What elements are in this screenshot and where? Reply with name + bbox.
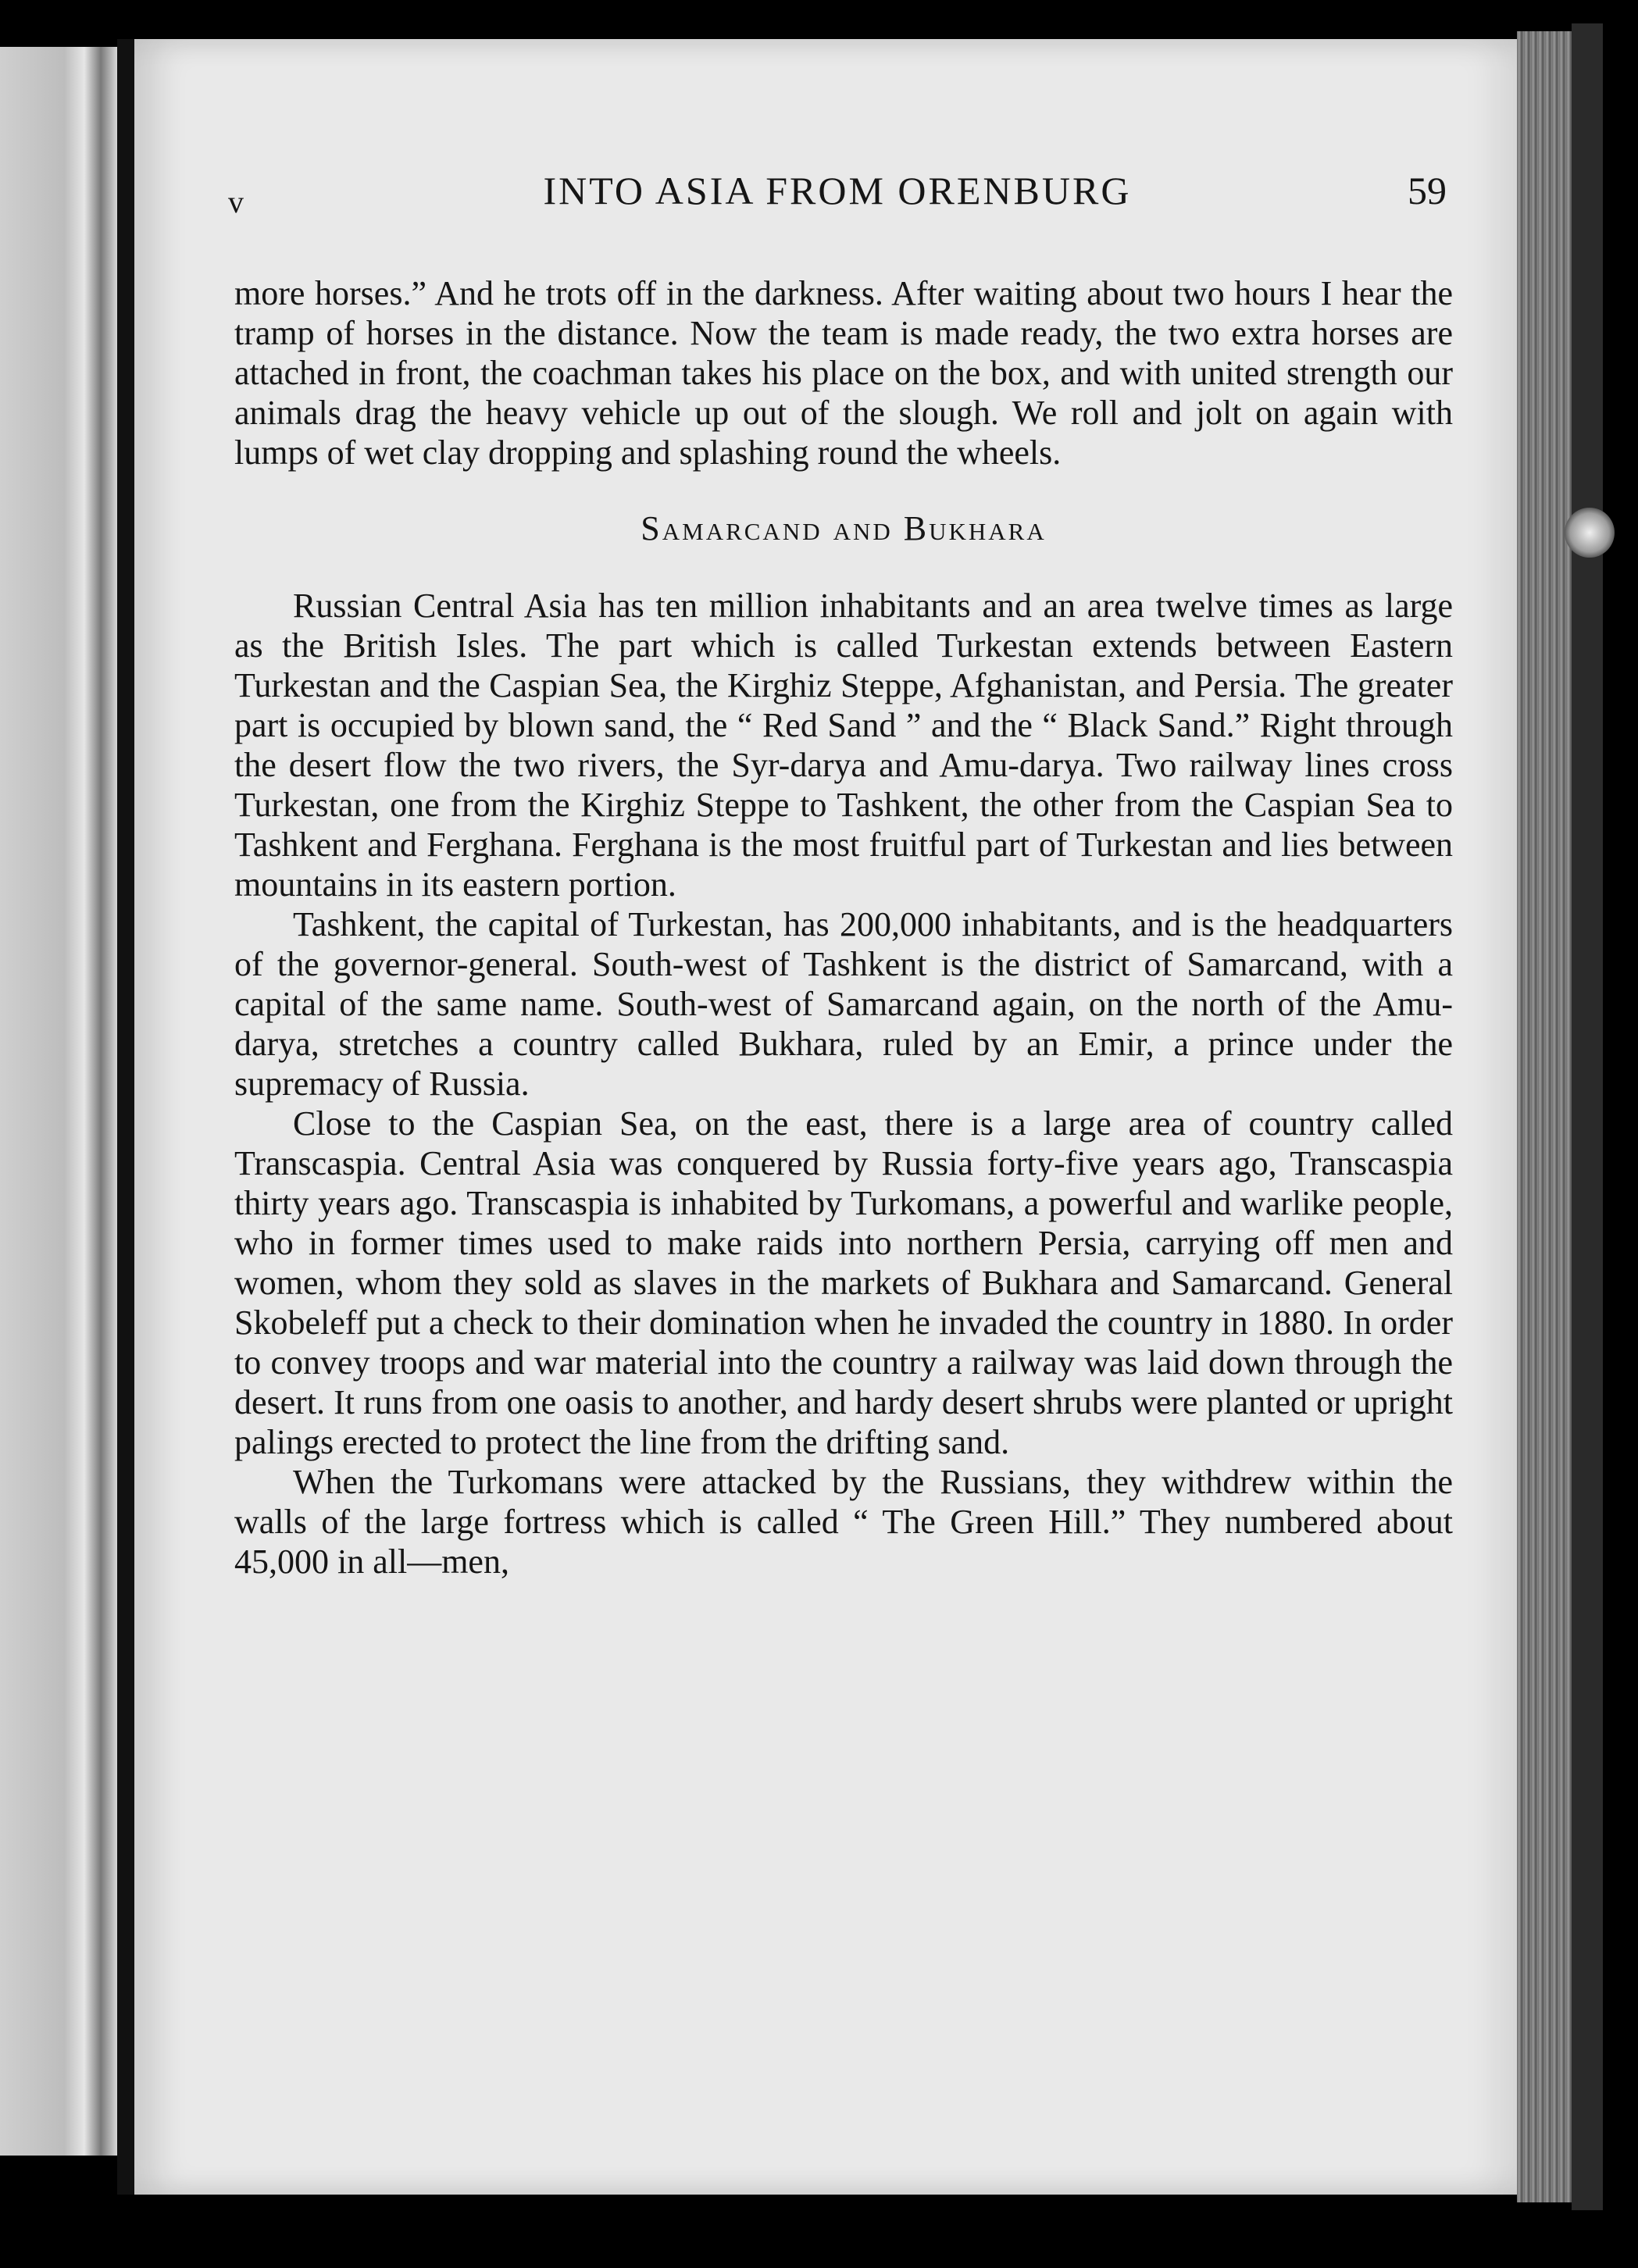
chapter-number: v — [228, 184, 244, 219]
book-page — [134, 39, 1517, 2195]
paragraph: Russian Central Asia has ten million inhabitants and an area twelve times as large as the British Isles. The part which is called Turkestan extends between Eastern Turkestan and the Caspian Sea, the Kirghiz Steppe, Afghanistan, and Persia. The greater part is occupied by blown sand, the “ Red Sand ” and the “ Black Sand.” Right through the desert flow the two rivers, the Syr-darya and Amu-darya. Two railway lines cross Turkestan, one from the Kirghiz Steppe to Tashkent, the other from the Caspian Sea to Tashkent and Ferghana. Ferghana is the most fruitful part of Turkestan and lies between mountains in its eastern portion. — [234, 587, 1453, 904]
facing-page-edge — [0, 47, 117, 2156]
continued-paragraph: more horses.” And he trots off in the darkness. After waiting about two hours I hear the tramp of horses in the distance. Now the team is made ready, the two extra horses are attached in front, the coachman takes his place on the box, and with united strength our animals drag the heavy vehicle up out of the slough. We roll and jolt on again with lumps of wet clay dropping and splashing round the wheels. — [234, 274, 1453, 472]
running-header — [228, 168, 1447, 230]
page-body — [234, 273, 1453, 1582]
library-stamp-icon — [1565, 508, 1615, 558]
paragraph: Close to the Caspian Sea, on the east, there is a large area of country called Transcaspia. Central Asia was conquered by Russia forty-five years ago, Transcaspia thirty years ago. Transcaspia is inhabited by Turkomans, a powerful and warlike people, who in former times used to make raids into northern Persia, carrying off men and women, whom they sold as slaves in the markets of Bukhara and Samarcand. General Skobeleff put a check to their domination when he invaded the country in 1880. In order to convey troops and war material into the country a railway was laid down through the desert. It runs from one oasis to another, and hardy desert shrubs were planted or upright palings erected to protect the line from the drifting sand. — [234, 1104, 1453, 1461]
paragraph: Tashkent, the capital of Turkestan, has 200,000 inhabitants, and is the headquarters of the governor-general. South-west of Tashkent is the district of Samarcand, with a capital of the same name. South-west of Samarcand again, on the north of the Amu-darya, stretches a country called Bukhara, ruled by an Emir, a prince under the supremacy of Russia. — [234, 905, 1453, 1103]
section-heading: Samarcand and Bukhara — [641, 509, 1047, 547]
paragraph: When the Turkomans were attacked by the Russians, they withdrew within the walls of the large fortress which is called “ The Green Hill.” They numbered about 45,000 in all—men, — [234, 1463, 1453, 1581]
book-cover-edge — [1572, 23, 1603, 2210]
page-number: 59 — [1408, 169, 1447, 212]
book-gutter — [117, 39, 134, 2195]
running-title: INTO ASIA FROM ORENBURG — [543, 169, 1132, 212]
page-fore-edge — [1517, 31, 1572, 2202]
